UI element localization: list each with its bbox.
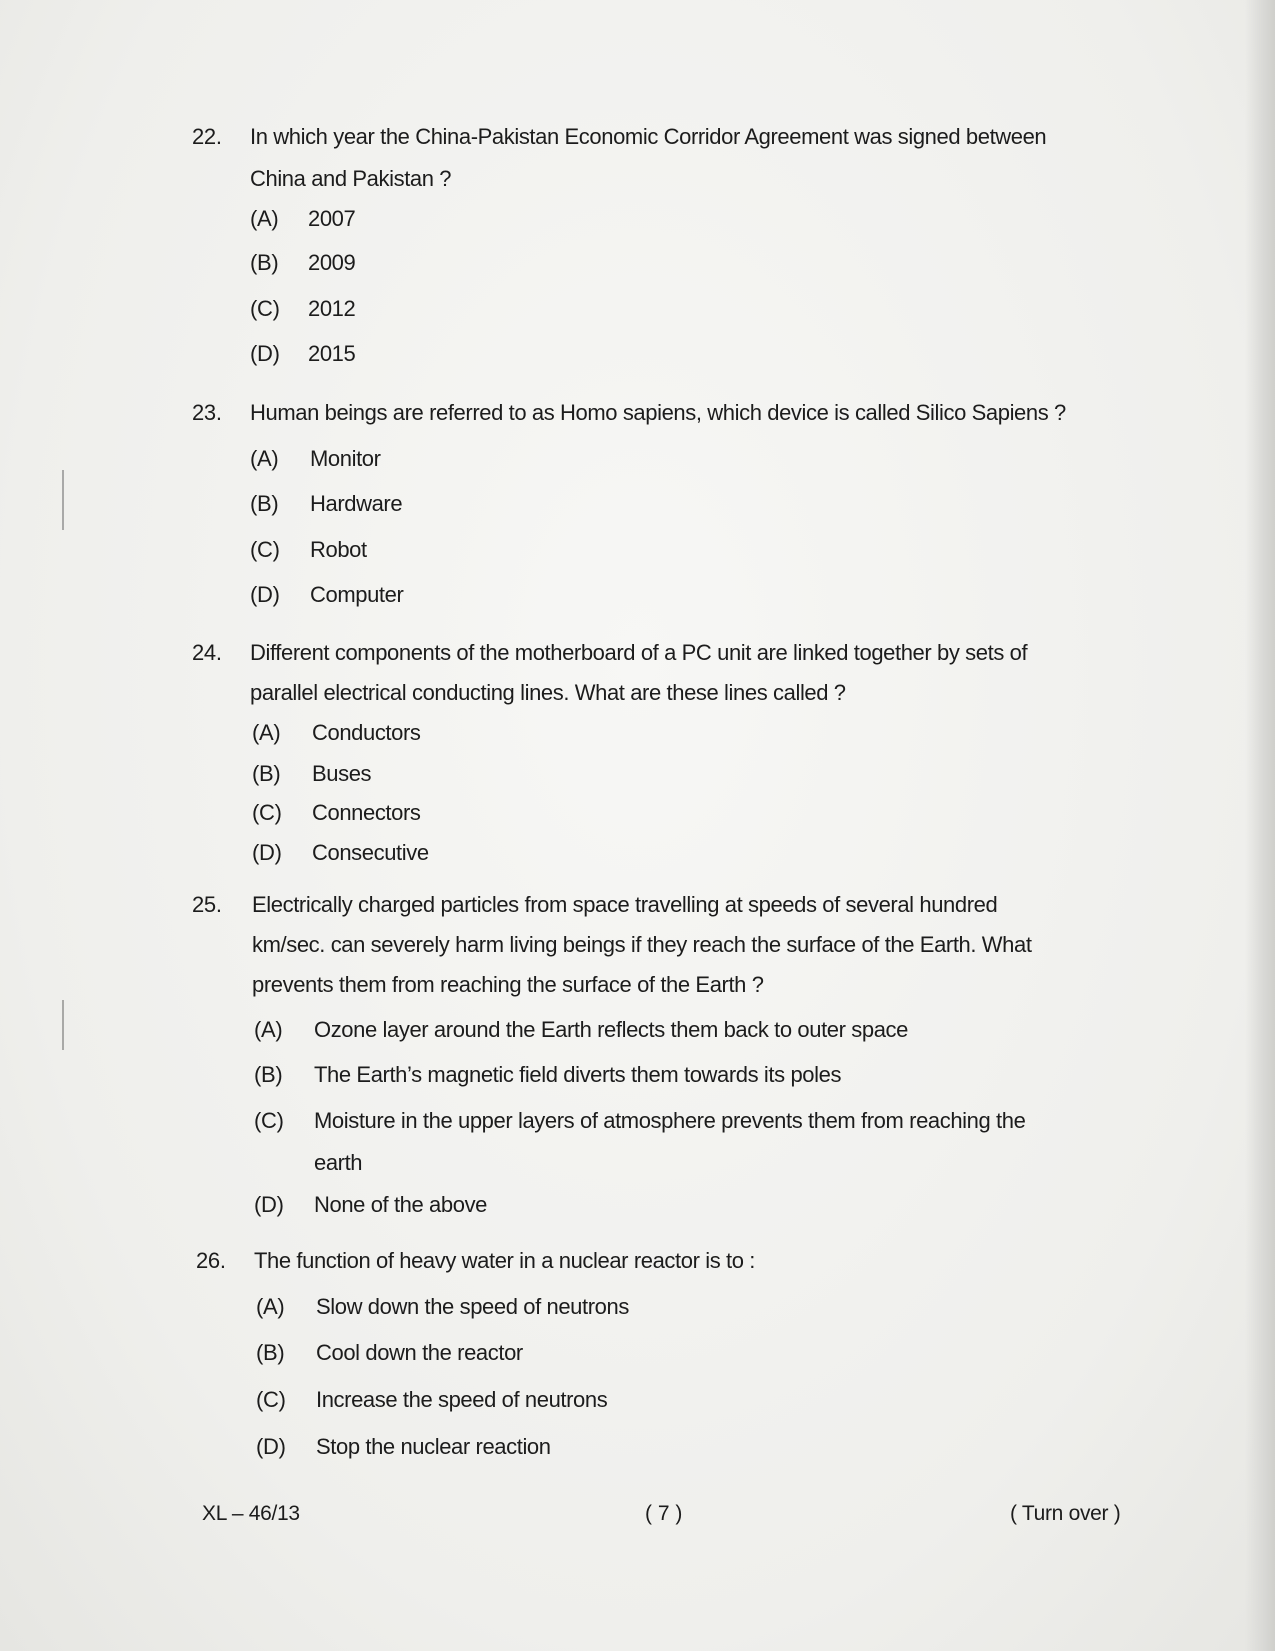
question-text-line: Different components of the motherboard of a PC unit are linked together by sets of	[250, 640, 1028, 665]
question-text-line: Human beings are referred to as Homo sapiens, which device is called Silico Sapiens ?	[250, 400, 1066, 425]
option-b-text: 2009	[308, 250, 356, 275]
option-d-text: Computer	[310, 582, 404, 607]
question-number: 22.	[192, 124, 222, 149]
option-a-letter: (A)	[256, 1294, 285, 1319]
page-edge-shadow	[1245, 0, 1275, 1651]
option-d-letter: (D)	[252, 840, 282, 865]
question-number: 25.	[192, 892, 222, 917]
option-d-letter: (D)	[250, 341, 280, 366]
option-b-text: Buses	[312, 761, 372, 786]
option-c-letter: (C)	[250, 537, 280, 562]
option-a-text: Conductors	[312, 720, 421, 745]
question-text-line: Electrically charged particles from space travelling at speeds of several hundred	[252, 892, 998, 917]
option-b-letter: (B)	[250, 250, 279, 275]
option-d-letter: (D)	[250, 582, 280, 607]
option-d-letter: (D)	[254, 1192, 284, 1217]
binding-mark	[62, 470, 64, 530]
option-a-text: Slow down the speed of neutrons	[316, 1294, 629, 1319]
option-a-letter: (A)	[250, 206, 279, 231]
option-c-text: Increase the speed of neutrons	[316, 1387, 608, 1412]
question-text-line: km/sec. can severely harm living beings if they reach the surface of the Earth. What	[252, 932, 1032, 957]
question-number: 26.	[196, 1248, 226, 1273]
option-c-text: Moisture in the upper layers of atmosphere prevents them from reaching the	[314, 1108, 1026, 1133]
question-number: 24.	[192, 640, 222, 665]
option-c-text-continued: earth	[314, 1150, 363, 1175]
option-c-letter: (C)	[256, 1387, 286, 1412]
option-b-letter: (B)	[254, 1062, 283, 1087]
question-text-line: The function of heavy water in a nuclear reactor is to :	[254, 1248, 755, 1273]
option-d-text: None of the above	[314, 1192, 488, 1217]
question-text-line: China and Pakistan ?	[250, 166, 452, 191]
option-a-letter: (A)	[252, 720, 281, 745]
question-text-line: In which year the China-Pakistan Economic Corridor Agreement was signed between	[250, 124, 1047, 149]
option-d-letter: (D)	[256, 1434, 286, 1459]
show-through-text	[640, 165, 645, 187]
option-b-letter: (B)	[250, 491, 279, 516]
option-a-letter: (A)	[250, 446, 279, 471]
option-b-letter: (B)	[252, 761, 281, 786]
option-c-letter: (C)	[254, 1108, 284, 1133]
question-text-line: prevents them from reaching the surface of the Earth ?	[252, 972, 764, 997]
paper-code: XL – 46/13	[202, 1502, 300, 1525]
option-d-text: Stop the nuclear reaction	[316, 1434, 551, 1459]
option-a-text: 2007	[308, 206, 356, 231]
option-c-text: Connectors	[312, 800, 421, 825]
turn-over-note: ( Turn over )	[1010, 1502, 1121, 1525]
option-b-text: Cool down the reactor	[316, 1340, 523, 1365]
binding-mark	[62, 1000, 64, 1050]
option-c-text: Robot	[310, 537, 367, 562]
question-number: 23.	[192, 400, 222, 425]
option-c-letter: (C)	[250, 296, 280, 321]
question-text-line: parallel electrical conducting lines. What are these lines called ?	[250, 680, 846, 705]
option-a-letter: (A)	[254, 1017, 283, 1042]
option-a-text: Monitor	[310, 446, 381, 471]
option-b-text: Hardware	[310, 491, 403, 516]
option-d-text: 2015	[308, 341, 356, 366]
option-a-text: Ozone layer around the Earth reflects them back to outer space	[314, 1017, 908, 1042]
option-c-text: 2012	[308, 296, 356, 321]
option-b-letter: (B)	[256, 1340, 285, 1365]
option-d-text: Consecutive	[312, 840, 429, 865]
page-number: ( 7 )	[645, 1502, 683, 1525]
option-c-letter: (C)	[252, 800, 282, 825]
option-b-text: The Earth’s magnetic field diverts them towards its poles	[314, 1062, 842, 1087]
